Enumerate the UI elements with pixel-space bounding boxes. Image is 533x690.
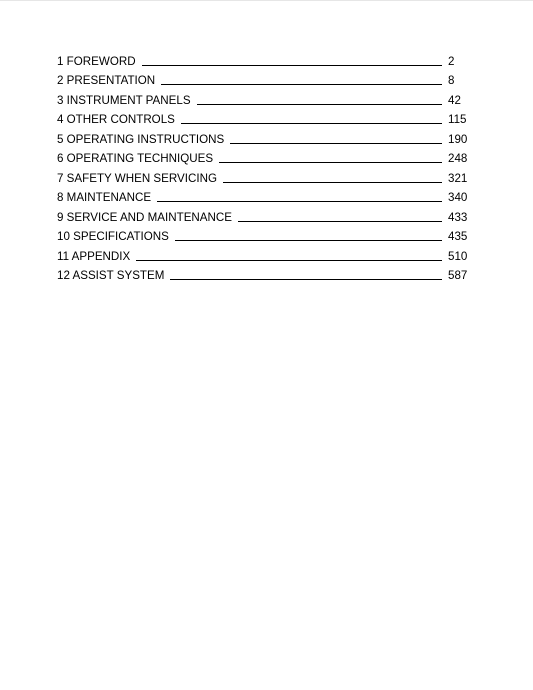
toc-entry-title: 9 SERVICE AND MAINTENANCE	[57, 210, 233, 224]
toc-entry[interactable]	[57, 68, 470, 88]
table-of-contents	[57, 48, 470, 282]
toc-entry[interactable]	[57, 165, 470, 185]
toc-leader-line	[175, 240, 442, 241]
toc-entry-page: 190	[448, 132, 468, 146]
toc-entry-page: 2	[448, 54, 455, 68]
toc-entry[interactable]	[57, 263, 470, 283]
toc-leader-line	[238, 221, 442, 222]
toc-leader-line	[230, 143, 442, 144]
toc-leader-line	[219, 162, 442, 163]
toc-entry-page: 510	[448, 249, 468, 263]
toc-entry-page: 8	[448, 74, 455, 87]
toc-entry[interactable]	[57, 224, 470, 244]
toc-leader-line	[197, 104, 442, 105]
toc-entry-page: 248	[448, 152, 468, 165]
toc-entry-page: 42	[448, 93, 461, 107]
toc-entry-title: 6 OPERATING TECHNIQUES	[57, 152, 214, 165]
toc-entry[interactable]	[57, 87, 470, 107]
toc-entry[interactable]	[57, 185, 470, 205]
toc-leader-line	[223, 182, 442, 183]
toc-entry-page: 321	[448, 171, 468, 185]
toc-entry-title: 5 OPERATING INSTRUCTIONS	[57, 132, 225, 146]
toc-entry-page: 340	[448, 191, 468, 204]
toc-entry-title: 11 APPENDIX	[57, 249, 131, 263]
toc-entry[interactable]	[57, 243, 470, 263]
toc-entry-title: 2 PRESENTATION	[57, 74, 156, 87]
toc-entry[interactable]	[57, 146, 470, 166]
toc-entry-title: 1 FOREWORD	[57, 54, 136, 68]
toc-leader-line	[170, 279, 442, 280]
toc-entry-title: 10 SPECIFICATIONS	[57, 230, 169, 243]
toc-leader-line	[157, 201, 442, 202]
toc-entry-page: 433	[448, 210, 468, 224]
toc-leader-line	[161, 84, 442, 85]
toc-leader-line	[136, 260, 442, 261]
toc-leader-line	[142, 65, 442, 66]
toc-entry-title: 4 OTHER CONTROLS	[57, 113, 175, 126]
toc-entry-page: 587	[448, 269, 468, 282]
toc-entry[interactable]	[57, 107, 470, 127]
toc-leader-line	[181, 123, 442, 124]
toc-entry-page: 115	[448, 113, 467, 126]
toc-entry-title: 12 ASSIST SYSTEM	[57, 269, 165, 282]
toc-entry[interactable]	[57, 48, 470, 68]
toc-entry[interactable]	[57, 126, 470, 146]
toc-entry-page: 435	[448, 230, 468, 243]
toc-entry-title: 3 INSTRUMENT PANELS	[57, 93, 191, 107]
toc-entry-title: 8 MAINTENANCE	[57, 191, 152, 204]
toc-entry-title: 7 SAFETY WHEN SERVICING	[57, 171, 217, 185]
toc-entry[interactable]	[57, 204, 470, 224]
